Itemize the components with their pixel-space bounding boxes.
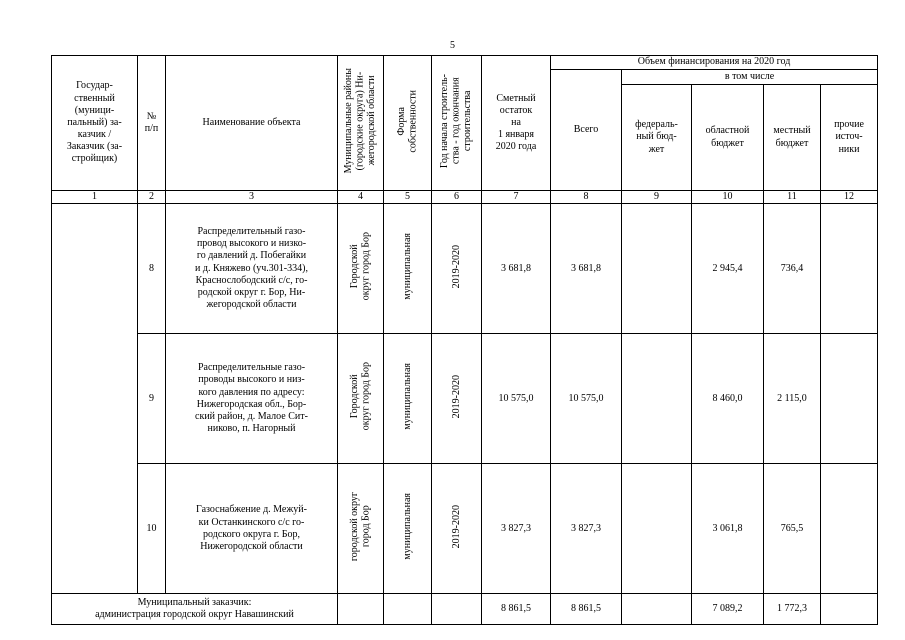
row-num: 10 — [138, 464, 166, 594]
column-number: 3 — [166, 191, 338, 204]
total-cell: 10 575,0 — [551, 334, 622, 464]
column-number: 9 — [622, 191, 692, 204]
summary-district — [338, 594, 384, 625]
row-num: 9 — [138, 334, 166, 464]
column-number: 1 — [52, 191, 138, 204]
header-estimate: Сметный остаток на 1 января 2020 года — [482, 56, 551, 191]
header-funding: Объем финансирования на 2020 год — [551, 56, 878, 70]
district-cell: Городской округ город Бор — [338, 334, 384, 464]
other-cell — [821, 204, 878, 334]
header-including: в том числе — [622, 70, 878, 85]
column-number: 12 — [821, 191, 878, 204]
local-cell: 2 115,0 — [764, 334, 821, 464]
header-local: местный бюджет — [764, 85, 821, 191]
summary-ownership — [384, 594, 432, 625]
page-number: 5 — [450, 40, 455, 51]
header-num: № п/п — [138, 56, 166, 191]
summary-local: 1 772,3 — [764, 594, 821, 625]
ownership-cell: муниципальная — [384, 334, 432, 464]
local-cell: 765,5 — [764, 464, 821, 594]
object-name: Распределительный газо- провод высокого и низко- го давлений д. Побегайки и д. Княжево (уч.301-334), Краснослободский с/с, го- родской округ г. Бор, Ни- жегородской области — [166, 204, 338, 334]
summary-estimate: 8 861,5 — [482, 594, 551, 625]
header-ownership: Форма собственности — [384, 56, 432, 191]
header-object-name: Наименование объекта — [166, 56, 338, 191]
object-name: Газоснабжение д. Межуй- ки Останкинского с/с го- родского округа г. Бор, Нижегородской области — [166, 464, 338, 594]
header-customer: Государ- ственный (муници- пальный) за- казчик / Заказчик (за- стройщик) — [52, 56, 138, 191]
total-cell: 3 827,3 — [551, 464, 622, 594]
financing-table — [51, 55, 878, 625]
column-number: 7 — [482, 191, 551, 204]
object-name: Распределительные газо- проводы высокого и низ- кого давления по адресу: Нижегородская обл., Бор- ский район, д. Малое Сит- никово, п. Нагорный — [166, 334, 338, 464]
federal-cell — [622, 334, 692, 464]
other-cell — [821, 464, 878, 594]
header-federal: федераль- ный бюд- жет — [622, 85, 692, 191]
district-cell: городской округ город Бор — [338, 464, 384, 594]
header-years: Год начала строитель- ства - год окончания строительства — [432, 56, 482, 191]
ownership-cell: муниципальная — [384, 464, 432, 594]
federal-cell — [622, 464, 692, 594]
column-number: 11 — [764, 191, 821, 204]
years-cell: 2019-2020 — [432, 464, 482, 594]
years-cell: 2019-2020 — [432, 334, 482, 464]
district-cell: Городской округ город Бор — [338, 204, 384, 334]
regional-cell: 3 061,8 — [692, 464, 764, 594]
federal-cell — [622, 204, 692, 334]
estimate-cell: 10 575,0 — [482, 334, 551, 464]
estimate-cell: 3 827,3 — [482, 464, 551, 594]
regional-cell: 8 460,0 — [692, 334, 764, 464]
summary-total: 8 861,5 — [551, 594, 622, 625]
summary-other — [821, 594, 878, 625]
summary-federal — [622, 594, 692, 625]
header-regional: областной бюджет — [692, 85, 764, 191]
column-number: 10 — [692, 191, 764, 204]
summary-regional: 7 089,2 — [692, 594, 764, 625]
column-number: 6 — [432, 191, 482, 204]
header-other: прочие источ- ники — [821, 85, 878, 191]
column-number: 4 — [338, 191, 384, 204]
summary-label: Муниципальный заказчик: администрация городской округ Навашинский — [52, 594, 338, 625]
column-number: 5 — [384, 191, 432, 204]
other-cell — [821, 334, 878, 464]
years-cell: 2019-2020 — [432, 204, 482, 334]
summary-years — [432, 594, 482, 625]
column-number-row — [52, 191, 878, 204]
estimate-cell: 3 681,8 — [482, 204, 551, 334]
ownership-cell: муниципальная — [384, 204, 432, 334]
summary-row — [52, 594, 878, 625]
column-number: 2 — [138, 191, 166, 204]
header-district: Муниципальные районы (городские округа) Ни- жегородской области — [338, 56, 384, 191]
total-cell: 3 681,8 — [551, 204, 622, 334]
row-num: 8 — [138, 204, 166, 334]
table-row — [52, 464, 878, 594]
column-number: 8 — [551, 191, 622, 204]
header-total: Всего — [551, 70, 622, 191]
local-cell: 736,4 — [764, 204, 821, 334]
regional-cell: 2 945,4 — [692, 204, 764, 334]
table-row — [52, 334, 878, 464]
table-row — [52, 204, 878, 334]
customer-cell — [52, 204, 138, 594]
